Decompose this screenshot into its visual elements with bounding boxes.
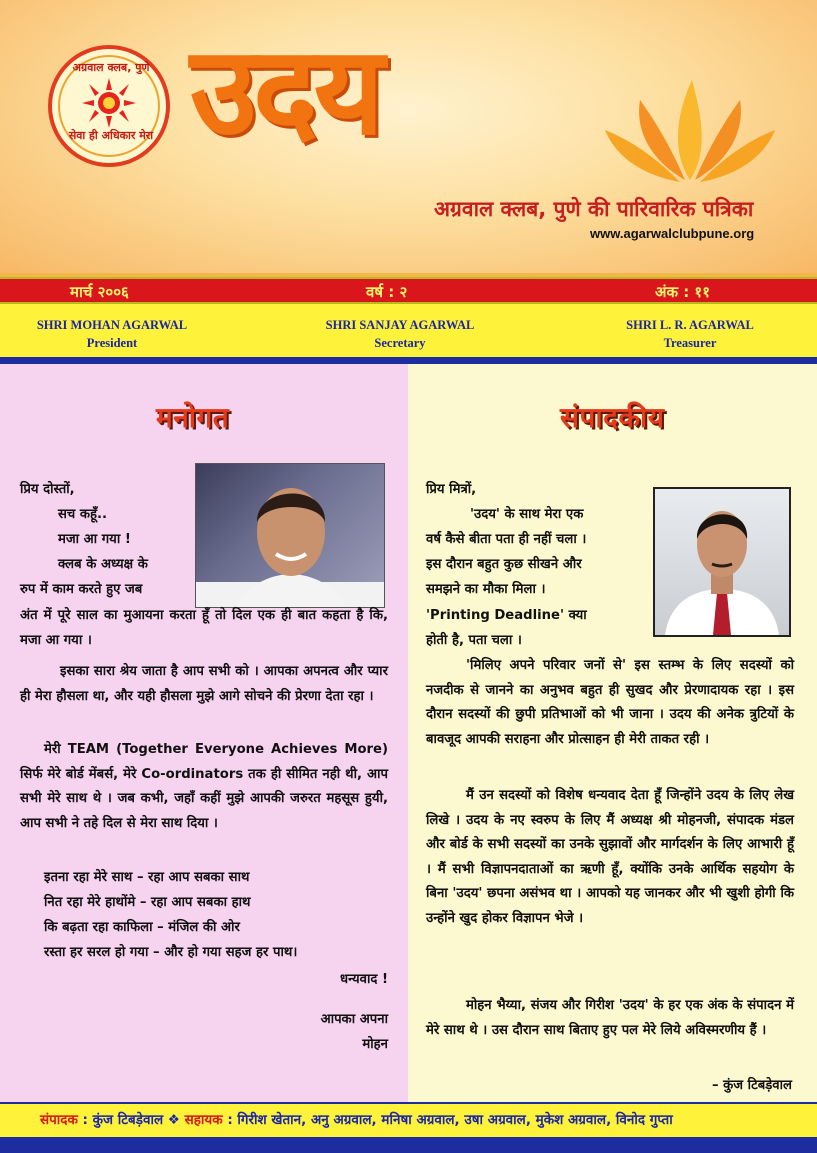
- editor-photo: [653, 487, 791, 637]
- website-url[interactable]: www.agarwalclubpune.org: [590, 226, 755, 241]
- editor-label: संपादक: [40, 1112, 78, 1128]
- poem-line: रस्ता हर सरल हो गया – और हो गया सहज हर पाथ।: [44, 945, 298, 960]
- credits-text: [40, 1110, 810, 1128]
- officer-role: Secretary: [374, 336, 426, 350]
- line-left: मजा आ गया !: [58, 532, 131, 547]
- divider: [0, 357, 817, 364]
- paragraph-left-3: मेरी TEAM (Together Everyone Achieves More) सिर्फ मेरे बोर्ड मेंबर्स, मेरे Co-ordinators तक ही सीमित नही थी, आप सभी मेरे साथ थे । जब कभी, जहाँ कहीं मुझे आपकी जरुरत महसूस हुयी, आप सभी ने तहे दिल से मेरा साथ दिया ।: [20, 742, 388, 831]
- issue-year: वर्ष : २: [366, 283, 408, 301]
- officer-name: SHRI MOHAN AGARWAL: [36, 318, 188, 332]
- section-title-left: मनोगत: [156, 401, 230, 434]
- issue-number: अंक : ११: [655, 283, 711, 301]
- issue-info-bar: [0, 277, 817, 304]
- line-left: सच कहूँ..: [58, 507, 108, 522]
- logo-text-top: अग्रवाल क्लब, पुणे: [72, 61, 150, 74]
- paragraph-left-1: अंत में पूरे साल का मुआयना करता हूँ तो दिल एक ही बात कहता है कि, मजा आ गया ।: [20, 608, 388, 648]
- logo-text-bottom: सेवा ही अधिकार मेरा: [68, 129, 154, 142]
- greeting-left: प्रिय दोस्तों,: [20, 482, 75, 497]
- officer-role: Treasurer: [663, 336, 717, 350]
- officer-president: [0, 316, 232, 352]
- editor-name: : कुंज टिबड़ेवाल ❖: [82, 1112, 180, 1128]
- magazine-title: उदय: [190, 20, 381, 162]
- sun-icon: [74, 76, 144, 130]
- officer-treasurer: [570, 316, 810, 352]
- paragraph-right-1: 'मिलिए अपने परिवार जनों से' इस स्तम्भ के लिए सदस्यों को नजदीक से जानने का अनुभव बहुत ही सुखद और प्रेरणादायक रहा । इस दौरान सदस्यों की छुपी प्रतिभाओं को भी जाना । उदय की अनेक त्रुटियों के बावजूद आपकी सराहना और प्रोत्साहन ही मेरी ताकत रही ।: [426, 658, 794, 747]
- officer-secretary: [280, 316, 520, 352]
- officers-bar: [0, 304, 817, 358]
- line-left: रुप में काम करते हुए जब: [20, 582, 143, 597]
- paragraph-right-2: मैं उन सदस्यों को विशेष धन्यवाद देता हूँ जिन्होंने उदय के लिए लेख लिखे । उदय के नए स्वरुप के लिए मैं अध्यक्ष श्री मोहनजी, संपादक मंडल और बोर्ड के सभी सदस्यों का उनके सुझावों और मार्गदर्शन के लिए आभारी हूँ । मैं सभी विज्ञापनदाताओं का ऋणी हूँ, क्योंकि उनके आर्थिक सहयोग के बिना 'उदय' छपना असंभव था । आपको यह जानकर और भी खुशी होगी कि उन्होंने खुद होकर विज्ञापन भेजे ।: [426, 788, 794, 926]
- intro-line: इस दौरान बहुत कुछ सीखने और: [426, 557, 582, 572]
- editor-signature: – कुंज टिबड़ेवाल: [711, 1078, 792, 1093]
- intro-line: समझने का मौका मिला ।: [426, 582, 546, 597]
- signoff-left: आपका अपना: [320, 1012, 388, 1027]
- officer-name: SHRI L. R. AGARWAL: [626, 318, 754, 332]
- assistant-label: सहायक: [184, 1112, 223, 1128]
- flame-emblem-icon: [600, 70, 780, 190]
- poem-line: कि बढ़ता रहा काफिला – मंजिल की ओर: [44, 920, 240, 935]
- intro-line: 'Printing Deadline' क्या: [426, 608, 587, 623]
- intro-line: 'उदय' के साथ मेरा एक: [470, 507, 584, 522]
- officer-name: SHRI SANJAY AGARWAL: [325, 318, 475, 332]
- president-photo: [195, 463, 385, 608]
- magazine-subtitle: अग्रवाल क्लब, पुणे की पारिवारिक पत्रिका: [434, 197, 754, 221]
- line-left: क्लब के अध्यक्ष के: [58, 557, 148, 572]
- bottom-band: [0, 1137, 817, 1153]
- poem-line: नित रहा मेरे हाथोंमे – रहा आप सबका हाथ: [44, 895, 251, 910]
- section-title-right: संपादकीय: [560, 401, 665, 434]
- signoff-name-left: मोहन: [362, 1037, 388, 1052]
- assistant-names: : गिरीश खेतान, अनु अग्रवाल, मनिषा अग्रवाल, उषा अग्रवाल, मुकेश अग्रवाल, विनोद गुप्ता: [227, 1112, 673, 1128]
- paragraph-right-3: मोहन भैय्या, संजय और गिरीश 'उदय' के हर एक अंक के संपादन में मेरे साथ थे । उस दौरान साथ बिताए हुए पल मेरे लिये अविस्मरणीय हैं ।: [426, 998, 794, 1038]
- greeting-right: प्रिय मित्रों,: [426, 482, 477, 497]
- officer-role: President: [86, 336, 138, 350]
- thanks-left: धन्यवाद !: [339, 972, 388, 987]
- issue-month: मार्च २००६: [70, 283, 129, 301]
- intro-line: होती है, पता चला ।: [426, 633, 522, 648]
- paragraph-left-2: इसका सारा श्रेय जाता है आप सभी को । आपका अपनत्व और प्यार ही मेरा हौसला था, और यही हौसला मुझे आगे सोचने की प्रेरणा देता रहा ।: [20, 664, 388, 704]
- intro-line: वर्ष कैसे बीता पता ही नहीं चला ।: [426, 532, 587, 547]
- poem-line: इतना रहा मेरे साथ – रहा आप सबका साथ: [44, 870, 250, 885]
